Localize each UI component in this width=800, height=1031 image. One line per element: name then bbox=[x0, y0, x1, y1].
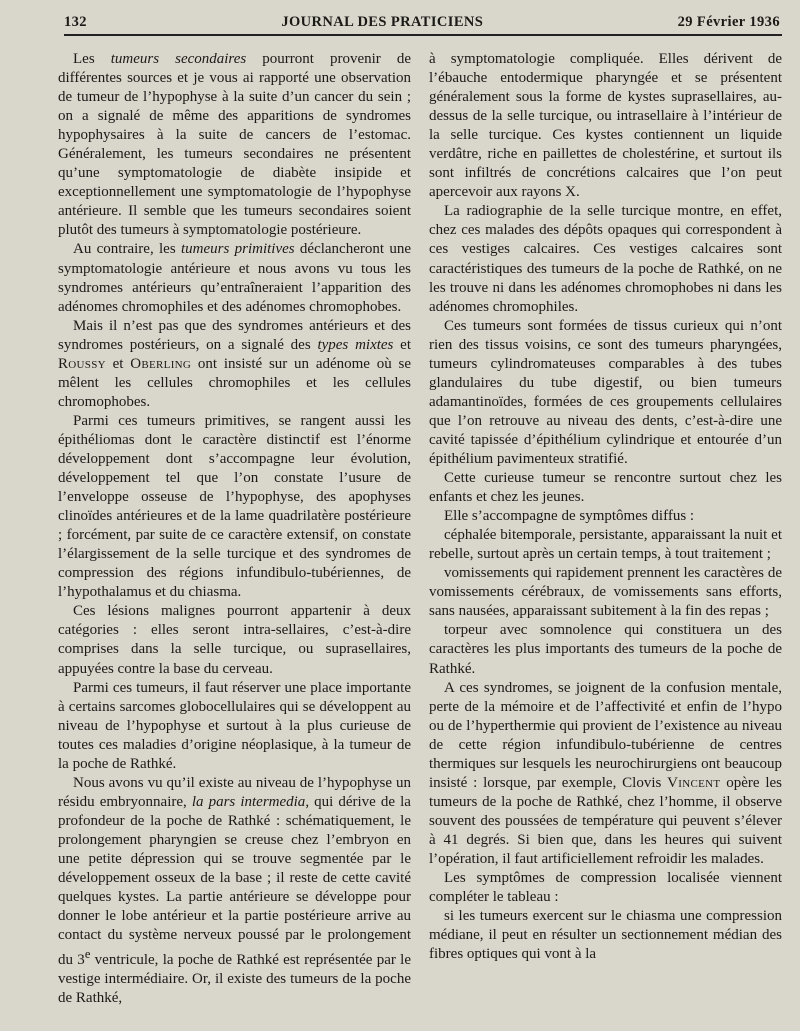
text-columns bbox=[58, 50, 782, 1008]
issue-date: 29 Février 1936 bbox=[677, 14, 780, 30]
page-number: 132 bbox=[64, 14, 87, 30]
text-run: si les tumeurs exercent sur le chiasma une compression médiane, il peut en résulter un sectionnement médian des fibres optiques qui vont à la bbox=[429, 908, 782, 963]
text-run: Cette curieuse tumeur se rencontre surtout chez les enfants et chez les jeunes. bbox=[429, 470, 782, 506]
text-run: Parmi ces tumeurs primitives, se rangent aussi les épithéliomas dont le caractère distinctif est l’énorme développement dont s’accompagne leur évolution, développement tel que l’on constate l’usure de l’enveloppe osseuse de l’hypophyse, des apophyses clinoïdes antérieures et de la lame quadrilatère postérieure ; forcément, par suite de ce caractère extensif, on constate l’élargissement de la selle turcique et des syndromes de compression des régions infundibulo-tubériennes, de l’hypothalamus et du chiasma. bbox=[58, 412, 411, 601]
paragraph bbox=[429, 907, 782, 964]
left-column bbox=[58, 50, 411, 1008]
text-run: opère les tumeurs de la poche de Rathké, chez l’homme, il observe souvent des poussées de température qui peuvent s’élever à 41 degrés. Si bien que, dans les heures qui suivent l’opération, il faut artificiellement refroidir les malades. bbox=[429, 774, 782, 867]
emphasis-text: la pars intermedia bbox=[191, 793, 306, 810]
text-run: Les symptômes de compression localisée viennent compléter le tableau : bbox=[429, 870, 782, 906]
paragraph bbox=[58, 602, 411, 678]
text-run: déclancheront une symptomatologie antérieure et nous avons vu tous les syndromes antérieurs qu’entraîneraient l’apparition des adénomes chromophiles et des adénomes chromophobes. bbox=[58, 241, 412, 315]
right-column bbox=[429, 50, 782, 1008]
emphasis-text: tumeurs primitives bbox=[180, 241, 295, 258]
paragraph bbox=[429, 202, 782, 316]
text-run: vomissements qui rapidement prennent les caractères de vomissements cérébraux, de vomissements sans efforts, sans nausées, apparaissant subitement à la fin des repas ; bbox=[429, 565, 782, 620]
paragraph bbox=[58, 774, 411, 1009]
text-run: Au contraire, les bbox=[73, 241, 181, 258]
paragraph bbox=[58, 679, 411, 774]
text-run: Ces lésions malignes pourront appartenir à deux catégories : elles seront intra-sellaires, c’est-à-dire comprises dans la selle turcique, ou suprasellaires, appuyées contre la base du cerveau. bbox=[58, 603, 411, 677]
text-run: ont insisté sur un adénome où se mêlent les cellules chromophiles et les cellules chromophobes. bbox=[58, 355, 411, 410]
text-run: pourront provenir de différentes sources et je vous ai rapporté une observation de tumeur de l’hypophyse à la suite d’un cancer du sein ; on a signalé de même des apparitions de syndromes hypophysaires à la suite de cancers de l’estomac. Généralement, les tumeurs secondaires ne présentent qu’une symptomatologie de diabète insipide et exceptionnellement une symptomatologie de l’hypophyse antérieure. Il semble que les tumeurs secondaires soient plutôt des tumeurs à symptomatologie postérieure. bbox=[58, 51, 411, 239]
paragraph bbox=[429, 317, 782, 469]
paragraph bbox=[429, 50, 782, 202]
paragraph bbox=[429, 679, 782, 869]
text-run: Elle s’accompagne de symptômes diffus : bbox=[444, 508, 695, 525]
paragraph bbox=[58, 317, 411, 412]
emphasis-text: tumeurs secondaires bbox=[110, 51, 247, 67]
text-run: A ces syndromes, se joignent de la confusion mentale, perte de la mémoire et de l’affectivité et enfin de l’hypo ou de l’hyperthermie qui provient de l’existence au niveau de cette région infundibulo-tubérienne de centres thermiques sur lesquels les neurochirurgiens ont beaucoup insisté : lorsque, par exemple, Clovis bbox=[429, 679, 782, 791]
author-name: Oberling bbox=[130, 355, 192, 372]
running-header bbox=[58, 14, 782, 34]
text-run: e bbox=[84, 947, 91, 962]
paragraph bbox=[429, 469, 782, 507]
paragraph bbox=[58, 50, 411, 240]
paragraph bbox=[429, 507, 782, 526]
text-run: Nous avons vu qu’il existe au niveau de l’hypophyse un résidu embryonnaire, bbox=[58, 774, 411, 810]
text-run: céphalée bitemporale, persistante, apparaissant la nuit et rebelle, surtout après un certain temps, à tout traitement ; bbox=[429, 527, 782, 563]
paragraph bbox=[58, 412, 411, 602]
text-run: , qui dérive de la profondeur de la poche de Rathké : schématiquement, le prolongement pharyngien se creuse chez l’embryon en une petite dépression qui se trouve segmentée par le développement osseux de la base ; il reste de cette cavité quelques kystes. La partie antérieure se développe pour donner le lobe antérieur et la partie postérieure arrive au contact du système nerveux poussé par le prolongement du 3 bbox=[58, 793, 411, 969]
text-run: ventricule, la poche de Rathké est représentée par le vestige intermédiaire. Or, il existe des tumeurs de la poche de Rathké, bbox=[58, 952, 412, 1007]
text-run: La radiographie de la selle turcique montre, en effet, chez ces malades des dépôts opaques qui correspondent à ces vestiges calcaires. Ces vestiges calcaires sont caractéristiques des tumeurs de la poche de Rathké, on ne les trouve ni dans les adénomes chromophobes ni dans les adénomes chromophiles. bbox=[429, 203, 782, 315]
text-run: Les bbox=[73, 51, 111, 67]
text-run: Parmi ces tumeurs, il faut réserver une place importante à certains sarcomes globocellulaires qui se développent au niveau de l’hypophyse et surtout à la plus curieuse de toutes ces maladies d’origine néoplasique, à la tumeur de la poche de Rathké. bbox=[58, 679, 411, 772]
text-run: Mais il n’est pas que des syndromes antérieurs et des syndromes postérieurs, on a signalé des bbox=[58, 317, 411, 353]
author-name: Roussy bbox=[58, 355, 106, 372]
text-run: torpeur avec somnolence qui constituera un des caractères les plus importants des tumeurs de la poche de Rathké. bbox=[429, 622, 782, 677]
paragraph bbox=[58, 240, 411, 316]
paragraph bbox=[429, 564, 782, 621]
journal-title: JOURNAL DES PRATICIENS bbox=[281, 14, 484, 30]
paragraph bbox=[429, 621, 782, 678]
text-run: et bbox=[105, 355, 131, 372]
text-run: à symptomatologie compliquée. Elles dérivent de l’ébauche entodermique pharyngée et se présentent généralement sous la forme de kystes suprasellaires, au-dessus de la selle turcique, ou intrasellaire à l’intérieur de la selle turcique. Ces kystes contiennent un liquide verdâtre, riche en paillettes de cholestérine, et surtout ils sont infiltrés de concrétions calcaires que l’on peut apercevoir aux rayons X. bbox=[429, 51, 782, 201]
paragraph bbox=[429, 526, 782, 564]
paragraph bbox=[429, 869, 782, 907]
author-name: Vincent bbox=[667, 774, 721, 791]
header-rule bbox=[64, 34, 782, 36]
text-run: et bbox=[393, 336, 412, 353]
emphasis-text: types mixtes bbox=[317, 336, 394, 353]
text-run: Ces tumeurs sont formées de tissus curieux qui n’ont rien des tissus voisins, ce sont des tumeurs pharyngées, tumeurs cylindromateuses comparables à des tubes glandulaires du tube digestif, ou bien tumeurs adamantinoïdes, formées de ces groupements cellulaires que l’on retrouve au niveau des dents, c’est-à-dire une cavité tapissée d’épithélium cylindrique et entourée d’un épithélium pavimenteux stratifié. bbox=[429, 317, 782, 467]
